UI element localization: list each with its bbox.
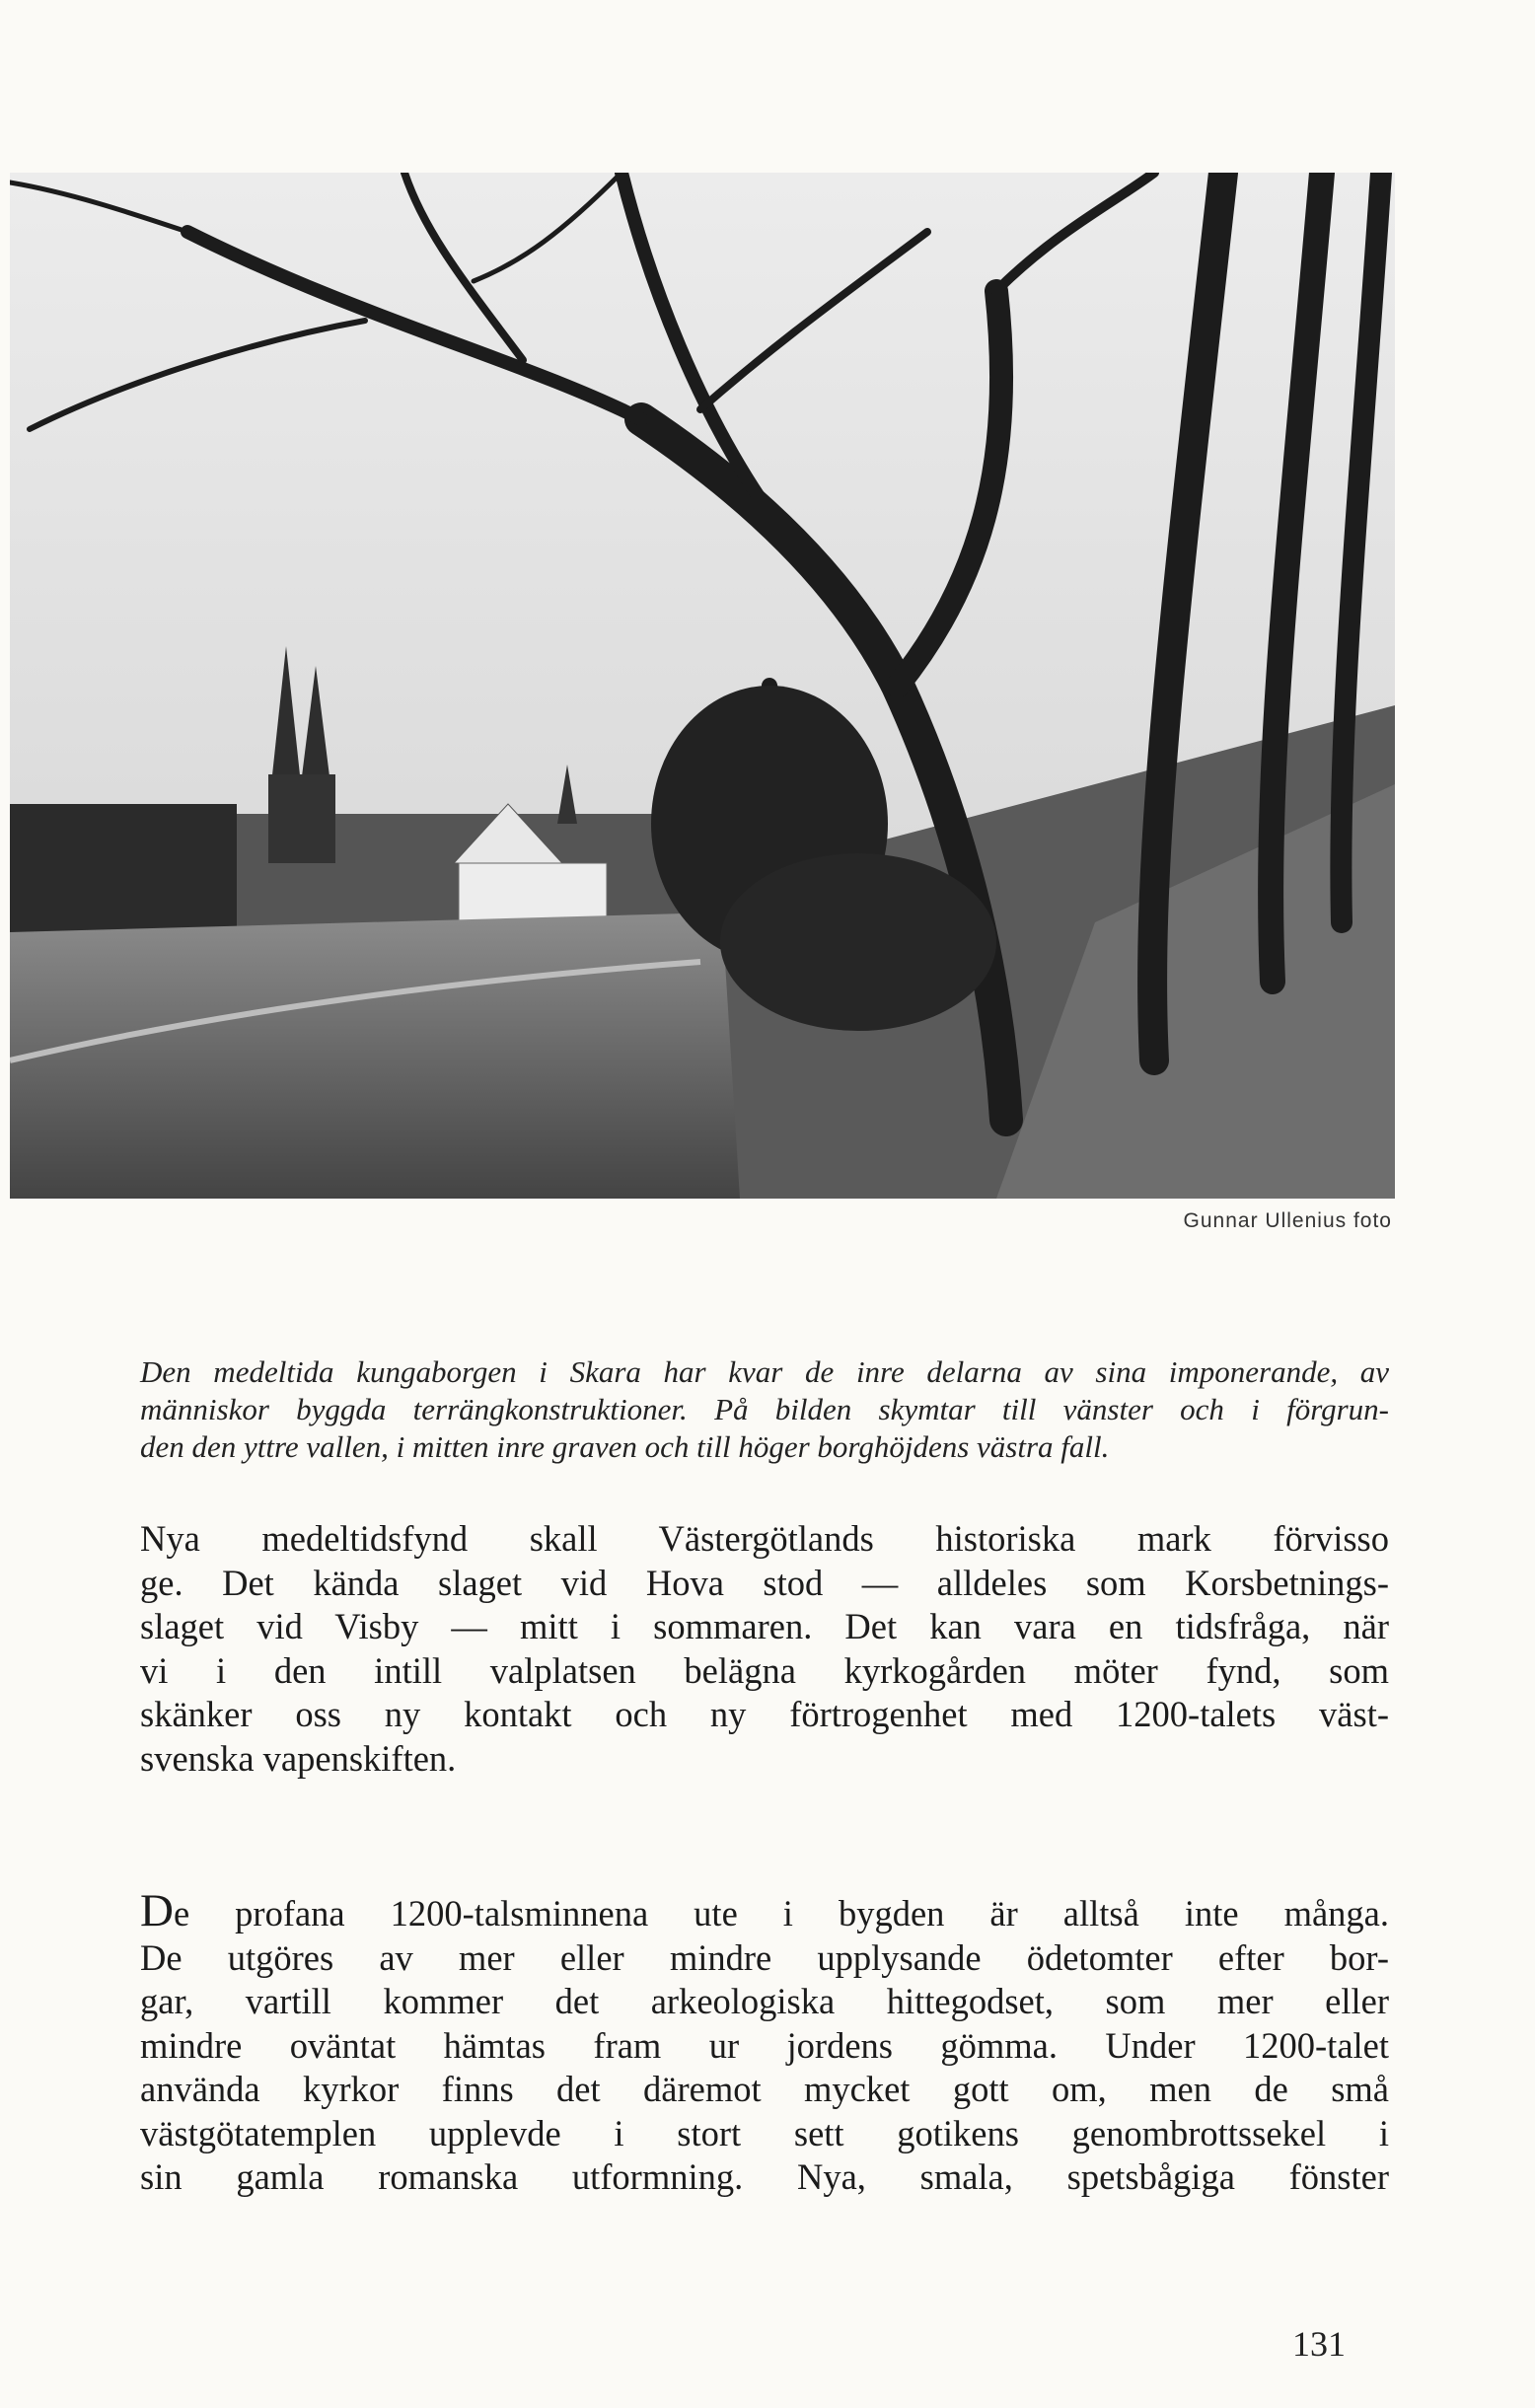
body-paragraph-1 bbox=[140, 1517, 1389, 1781]
text-line: ge. Det kända slaget vid Hova stod — alldeles som Korsbetnings- bbox=[140, 1562, 1389, 1603]
text-line: sin gamla romanska utformning. Nya, smala, spetsbågiga fönster bbox=[140, 2156, 1389, 2197]
text-line: slaget vid Visby — mitt i sommaren. Det kan vara en tidsfråga, när bbox=[140, 1606, 1389, 1646]
text-line: västgötatemplen upplevde i stort sett gotikens genombrottssekel i bbox=[140, 2112, 1389, 2153]
text-line: skänker oss ny kontakt och ny förtrogenhet med 1200-talets väst- bbox=[140, 1694, 1389, 1734]
body-paragraph-2 bbox=[140, 1885, 1389, 2200]
text-line: De utgöres av mer eller mindre upplysande ödetomter efter bor- bbox=[140, 1936, 1389, 1978]
caption-line: Den medeltida kungaborgen i Skara har kvar de inre delarna av sina imponerande, av bbox=[140, 1354, 1389, 1389]
photo-caption bbox=[140, 1353, 1389, 1466]
drop-cap: D bbox=[140, 1885, 174, 1936]
caption-line: den den yttre vallen, i mitten inre graven och till höger borghöjdens västra fall. bbox=[140, 1429, 1110, 1464]
text-line: vi i den intill valplatsen belägna kyrkogården möter fynd, som bbox=[140, 1649, 1389, 1691]
text-line: mindre oväntat hämtas fram ur jordens gömma. Under 1200-talet bbox=[140, 2024, 1389, 2066]
page-number: 131 bbox=[1292, 2324, 1346, 2364]
caption-line: människor byggda terrängkonstruktioner. På bilden skymtar till vänster och i förgrun- bbox=[140, 1392, 1389, 1426]
text-line: använda kyrkor finns det däremot mycket gott om, men de små bbox=[140, 2069, 1389, 2109]
first-line-rest: e profana 1200-talsminnena ute i bygden är alltså inte många. bbox=[173, 1893, 1389, 1934]
landscape-photo bbox=[10, 173, 1395, 1199]
text-line: gar, vartill kommer det arkeologiska hittegodset, som mer eller bbox=[140, 1981, 1389, 2021]
first-text-line bbox=[140, 1885, 1389, 1936]
photo-credit: Gunnar Ullenius foto bbox=[1183, 1209, 1392, 1232]
text-line: svenska vapenskiften. bbox=[140, 1737, 457, 1779]
photo-illustration bbox=[10, 173, 1395, 1199]
text-line: Nya medeltidsfynd skall Västergötlands historiska mark förvisso bbox=[140, 1518, 1389, 1559]
